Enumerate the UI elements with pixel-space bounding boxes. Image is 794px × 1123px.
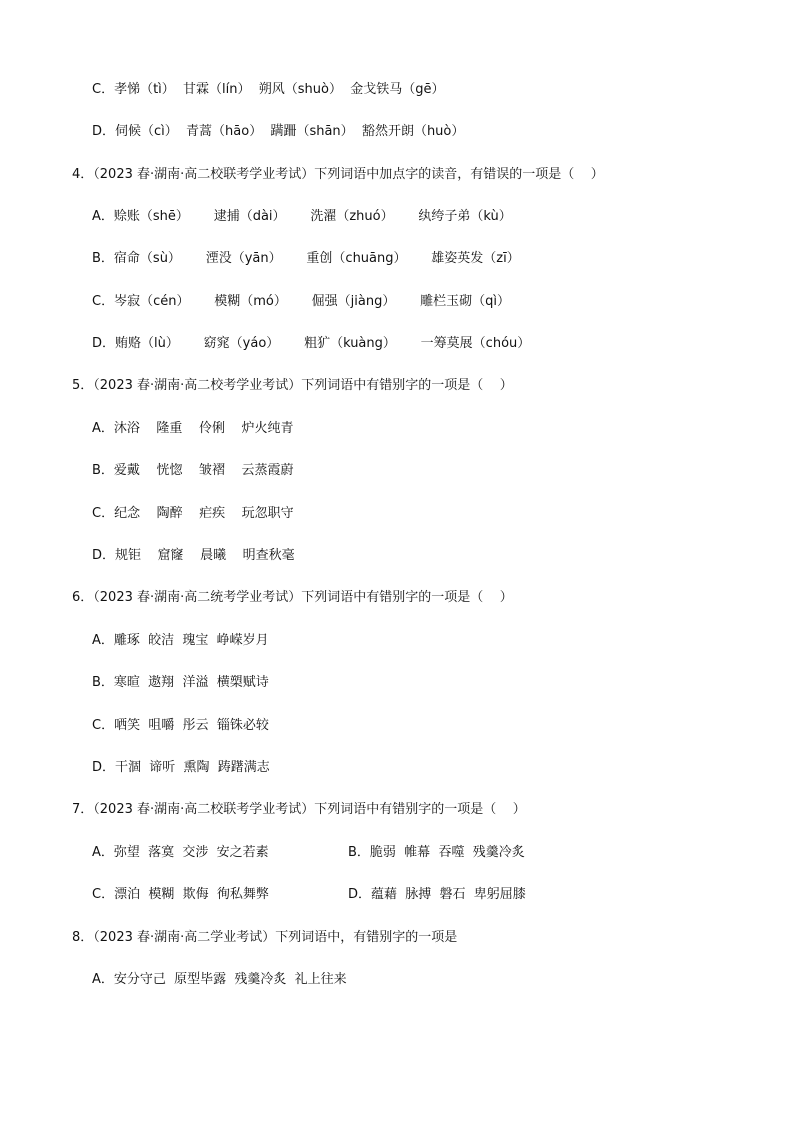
question-4-option-d: D．贿赂（lù） 窈窕（yáo） 粗犷（kuàng） 一筹莫展（chóu） (92, 336, 531, 351)
question-4-option-b: B．宿命（sù） 湮没（yān） 重创（chuāng） 雄姿英发（zī） (92, 251, 520, 266)
question-6-option-c: C．哂笑 咀嚼 彤云 锱铢必较 (92, 718, 269, 733)
question-8-option-a: A．安分守己 原型毕露 残羹冷炙 礼上往来 (92, 972, 347, 987)
question-5-option-d: D．规钜 窟窿 晨曦 明查秋毫 (92, 548, 295, 563)
question-7-option-c: C．漂泊 模糊 欺侮 徇私舞弊 (92, 887, 269, 902)
question-4: 4．（2023 春·湖南·高二校联考学业考试）下列词语中加点字的读音，有错误的一项是（ ） (72, 167, 604, 182)
question-5: 5．（2023 春·湖南·高二校考学业考试）下列词语中有错别字的一项是（ ） (72, 378, 513, 393)
question-7: 7．（2023 春·湖南·高二校联考学业考试）下列词语中有错别字的一项是（ ） (72, 802, 526, 817)
option-d-prev: D．伺候（cì） 青蒿（hāo） 蹒跚（shān） 豁然开朗（huò） (92, 124, 465, 139)
question-5-option-c: C．纪念 陶醉 疟疾 玩忽职守 (92, 506, 294, 521)
question-7-option-a: A．弥望 落寞 交涉 安之若素 (92, 845, 269, 860)
question-4-option-c: C．岑寂（cén） 模糊（mó） 倔强（jiàng） 雕栏玉砌（qì） (92, 294, 511, 309)
option-c-prev: C．孝悌（tì） 甘霖（lín） 朔风（shuò） 金戈铁马（gē） (92, 82, 445, 97)
question-6-option-b: B．寒暄 遨翔 洋溢 横槊赋诗 (92, 675, 269, 690)
question-7-option-d: D．蕴藉 脉搏 磐石 卑躬屈膝 (348, 887, 526, 902)
question-6: 6．（2023 春·湖南·高二统考学业考试）下列词语中有错别字的一项是（ ） (72, 590, 513, 605)
question-5-option-b: B．爱戴 恍惚 皱褶 云蒸霞蔚 (92, 463, 294, 478)
question-8: 8．（2023 春·湖南·高二学业考试）下列词语中，有错别字的一项是 (72, 930, 458, 945)
question-6-option-d: D．干涸 谛听 熏陶 踌躇满志 (92, 760, 270, 775)
question-6-option-a: A．雕琢 皎洁 瑰宝 峥嵘岁月 (92, 633, 269, 648)
question-7-option-b: B．脆弱 帷幕 吞噬 残羹冷炙 (348, 845, 525, 860)
question-5-option-a: A．沐浴 隆重 伶俐 炉火纯青 (92, 421, 294, 436)
question-4-option-a: A．赊账（shē） 逮捕（dài） 洗濯（zhuó） 纨绔子弟（kù） (92, 209, 512, 224)
